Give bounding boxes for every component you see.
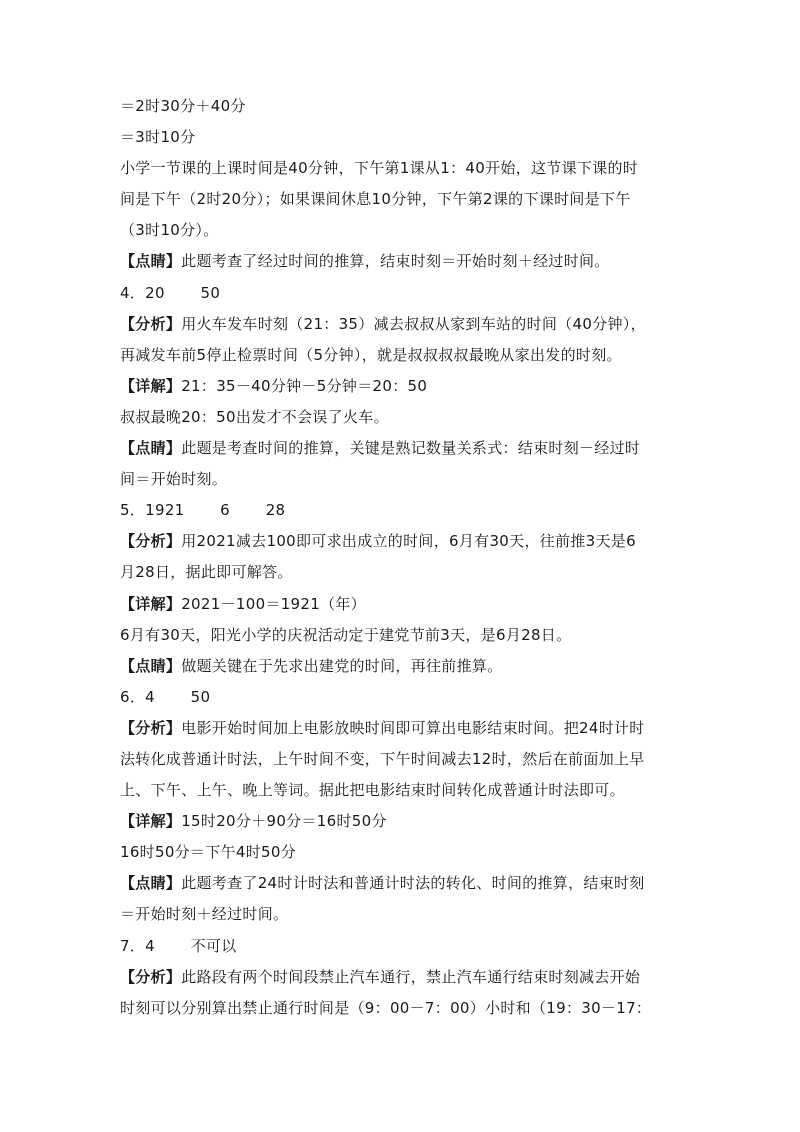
- analysis-line: 【分析】此路段有两个时间段禁止汽车通行，禁止汽车通行结束时刻减去开始: [120, 967, 641, 986]
- answer-line: 6．4 50: [120, 687, 211, 706]
- section-tag: 【详解】: [120, 594, 182, 613]
- section-tag: 【分析】: [120, 718, 182, 737]
- text-line: 间是下午（2时20分）；如果课间休息10分钟，下午第2课的下课时间是下午: [120, 190, 631, 209]
- text-line: （3时10分）。: [120, 221, 219, 240]
- analysis-line: 【分析】用2021减去100即可求出成立的时间，6月有30天，往前推3天是6: [120, 532, 636, 551]
- text-line: 16时50分＝下午4时50分: [120, 843, 297, 862]
- text-line: 法转化成普通计时法，上午时间不变，下午时间减去12时，然后在前面加上早: [120, 749, 645, 768]
- detail-line: 【详解】2021－100＝1921（年）: [120, 594, 366, 613]
- answer-text-block: [120, 91, 690, 1024]
- text-line: ＝3时10分: [120, 128, 196, 147]
- comment-line: 【点睛】此题是考查时间的推算，关键是熟记数量关系式：结束时刻－经过时: [120, 439, 641, 458]
- answer-line: 7．4 不可以: [120, 936, 237, 955]
- comment-line: 【点睛】此题考查了24时计时法和普通计时法的转化、时间的推算，结束时刻: [120, 874, 645, 893]
- analysis-line: 【分析】用火车发车时刻（21：35）减去叔叔从家到车站的时间（40分钟），: [120, 314, 646, 333]
- analysis-line: 【分析】电影开始时间加上电影放映时间即可算出电影结束时间。把24时计时: [120, 718, 645, 737]
- section-tag: 【点睛】: [120, 656, 182, 675]
- section-tag: 【分析】: [120, 532, 182, 551]
- text-line: 再减发车前5停止检票时间（5分钟），就是叔叔叔叔最晚从家出发的时刻。: [120, 345, 622, 364]
- answer-line: 4．20 50: [120, 283, 221, 302]
- comment-line: 【点睛】此题考查了经过时间的推算，结束时刻＝开始时刻＋经过时间。: [120, 252, 610, 271]
- section-tag: 【分析】: [120, 314, 182, 333]
- text-line: ＝开始时刻＋经过时间。: [120, 905, 289, 924]
- text-line: 小学一节课的上课时间是40分钟，下午第1课从1：40开始，这节课下课的时: [120, 159, 639, 178]
- section-tag: 【点睛】: [120, 874, 182, 893]
- detail-line: 【详解】21：35－40分钟－5分钟＝20：50: [120, 376, 428, 395]
- section-tag: 【分析】: [120, 967, 182, 986]
- section-tag: 【详解】: [120, 376, 182, 395]
- text-line: ＝2时30分＋40分: [120, 97, 246, 115]
- comment-line: 【点睛】做题关键在于先求出建党的时间，再往前推算。: [120, 656, 503, 675]
- text-line: 叔叔最晚20：50出发才不会误了火车。: [120, 407, 389, 426]
- section-tag: 【点睛】: [120, 439, 182, 458]
- section-tag: 【点睛】: [120, 252, 182, 271]
- answer-line: 5．1921 6 28: [120, 501, 286, 520]
- section-tag: 【详解】: [120, 812, 182, 831]
- text-line: 6月有30天，阳光小学的庆祝活动定于建党节前3天，是6月28日。: [120, 625, 572, 644]
- text-line: 月28日，据此即可解答。: [120, 563, 293, 582]
- text-line: 上、下午、上午、晚上等词。据此把电影结束时间转化成普通计时法即可。: [120, 781, 625, 800]
- text-line: 时刻可以分别算出禁止通行时间是（9：00－7：00）小时和（19：30－17：: [120, 998, 652, 1017]
- detail-line: 【详解】15时20分＋90分＝16时50分: [120, 812, 387, 831]
- text-line: 间＝开始时刻。: [120, 470, 228, 489]
